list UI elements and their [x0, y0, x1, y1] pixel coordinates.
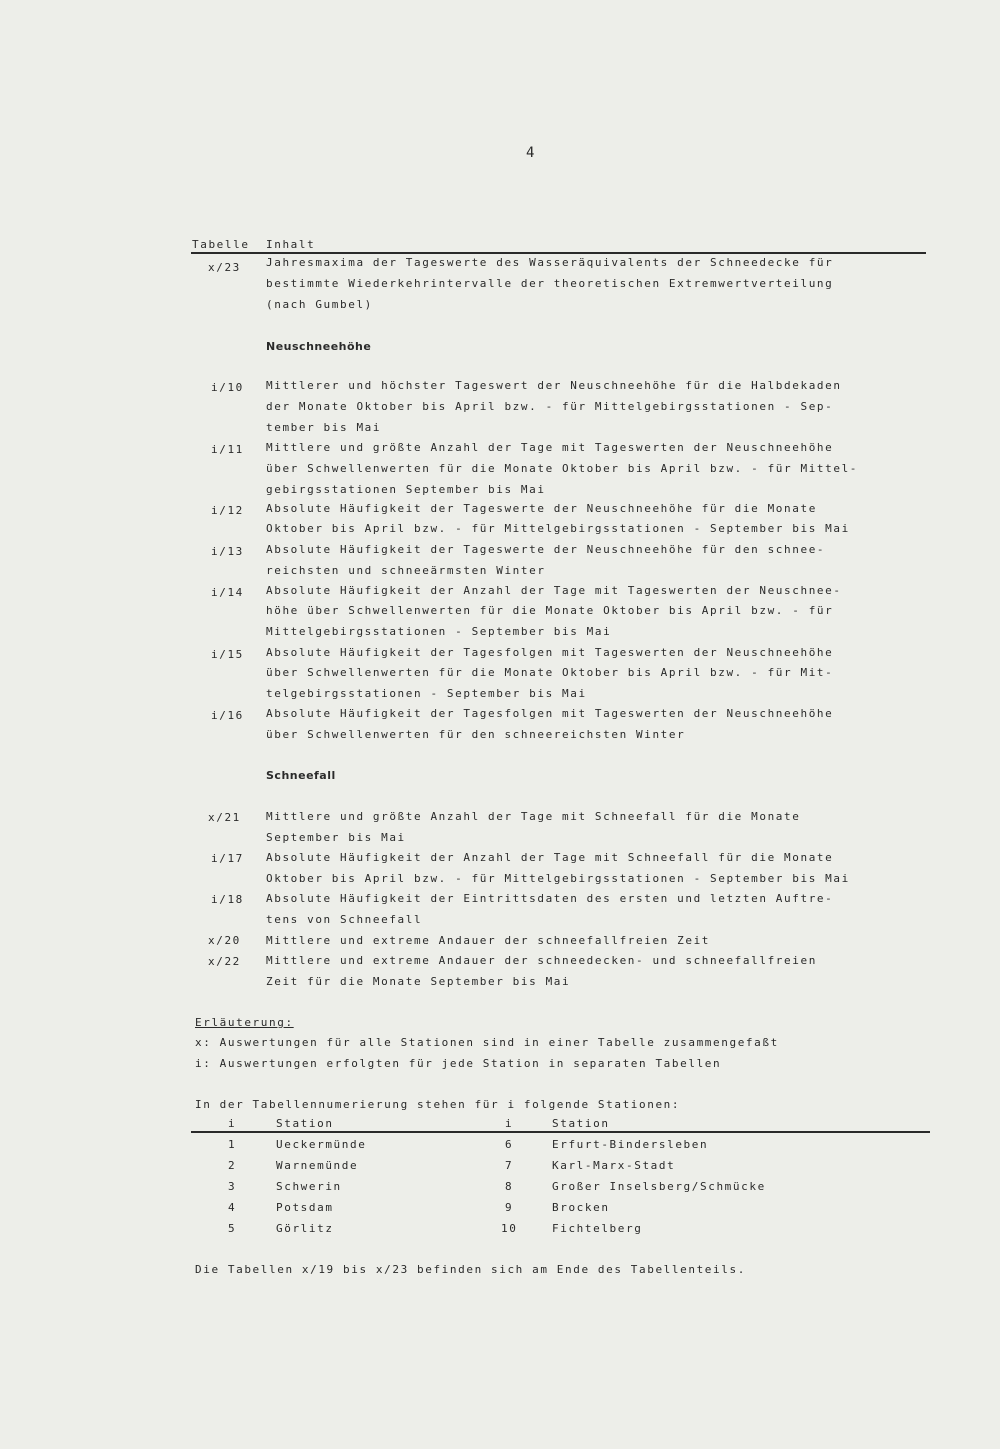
row-text-line: Absolute Häufigkeit der Anzahl der Tage mit Schneefall für die Monate — [266, 851, 834, 864]
stations-header-i: i — [228, 1117, 237, 1130]
station-number: 5 — [228, 1222, 237, 1235]
row-text-line: Oktober bis April bzw. - für Mittelgebirgsstationen - September bis Mai — [266, 522, 850, 535]
row-text-line: über Schwellenwerten für den schneereichsten Winter — [266, 728, 686, 741]
row-id: i/11 — [211, 443, 244, 456]
row-text-line: über Schwellenwerten für die Monate Oktober bis April bzw. - für Mittel- — [266, 462, 859, 475]
row-text-line: höhe über Schwellenwerten für die Monate Oktober bis April bzw. - für — [266, 604, 834, 617]
row-text-line: Absolute Häufigkeit der Eintrittsdaten des ersten und letzten Auftre- — [266, 892, 834, 905]
row-text-line: Mittlere und extreme Andauer der schneefallfreien Zeit — [266, 934, 711, 947]
station-name: Potsdam — [276, 1201, 334, 1214]
row-text-line: Absolute Häufigkeit der Anzahl der Tage mit Tageswerten der Neuschnee- — [266, 584, 842, 597]
station-number: 2 — [228, 1159, 237, 1172]
row-text-line: Mittlere und größte Anzahl der Tage mit Schneefall für die Monate — [266, 810, 801, 823]
station-number: 6 — [505, 1138, 514, 1151]
stations-header-station2: Station — [552, 1117, 610, 1130]
stations-intro: In der Tabellennumerierung stehen für i folgende Stationen: — [195, 1098, 681, 1111]
row-id: x/23 — [208, 261, 241, 274]
station-number: 1 — [228, 1138, 237, 1151]
row-text-line: (nach Gumbel) — [266, 298, 373, 311]
row-id: i/17 — [211, 852, 244, 865]
station-number: 8 — [505, 1180, 514, 1193]
row-text-line: Jahresmaxima der Tageswerte des Wasseräquivalents der Schneedecke für — [266, 256, 834, 269]
station-number: 7 — [505, 1159, 514, 1172]
row-text-line: über Schwellenwerten für die Monate Oktober bis April bzw. - für Mit- — [266, 666, 834, 679]
station-number: 3 — [228, 1180, 237, 1193]
row-text-line: bestimmte Wiederkehrintervalle der theoretischen Extremwertverteilung — [266, 277, 834, 290]
row-text-line: Absolute Häufigkeit der Tagesfolgen mit Tageswerten der Neuschneehöhe — [266, 646, 834, 659]
row-text-line: September bis Mai — [266, 831, 406, 844]
row-text-line: Zeit für die Monate September bis Mai — [266, 975, 571, 988]
row-id: x/20 — [208, 934, 241, 947]
row-id: x/21 — [208, 811, 241, 824]
erlaeuterung-x: x: Auswertungen für alle Stationen sind in einer Tabelle zusammengefaßt — [195, 1036, 779, 1049]
station-number: 4 — [228, 1201, 237, 1214]
station-name: Ueckermünde — [276, 1138, 367, 1151]
station-name: Warnemünde — [276, 1159, 359, 1172]
row-id: i/14 — [211, 586, 244, 599]
row-text-line: Mittlere und größte Anzahl der Tage mit Tageswerten der Neuschneehöhe — [266, 441, 834, 454]
row-id: i/16 — [211, 709, 244, 722]
row-text-line: Absolute Häufigkeit der Tageswerte der Neuschneehöhe für die Monate — [266, 502, 817, 515]
row-text-line: Oktober bis April bzw. - für Mittelgebirgsstationen - September bis Mai — [266, 872, 850, 885]
row-id: i/12 — [211, 504, 244, 517]
stations-header-i2: i — [505, 1117, 514, 1130]
station-name: Schwerin — [276, 1180, 342, 1193]
header-inhalt: Inhalt — [266, 238, 316, 251]
row-text-line: Absolute Häufigkeit der Tagesfolgen mit Tageswerten der Neuschneehöhe — [266, 707, 834, 720]
row-id: i/18 — [211, 893, 244, 906]
section-heading-schneefall: Schneefall — [266, 769, 336, 782]
stations-rule — [191, 1131, 930, 1133]
row-text-line: tember bis Mai — [266, 421, 382, 434]
station-name: Karl-Marx-Stadt — [552, 1159, 676, 1172]
header-tabelle: Tabelle — [192, 238, 250, 251]
row-text-line: gebirgsstationen September bis Mai — [266, 483, 546, 496]
row-id: x/22 — [208, 955, 241, 968]
row-id: i/13 — [211, 545, 244, 558]
row-text-line: reichsten und schneeärmsten Winter — [266, 564, 546, 577]
row-text-line: tens von Schneefall — [266, 913, 423, 926]
section-heading-neuschneehoehe: Neuschneehöhe — [266, 340, 372, 353]
row-text-line: der Monate Oktober bis April bzw. - für Mittelgebirgsstationen - Sep- — [266, 400, 834, 413]
footer-note: Die Tabellen x/19 bis x/23 befinden sich am Ende des Tabellenteils. — [195, 1263, 746, 1276]
erlaeuterung-i: i: Auswertungen erfolgten für jede Station in separaten Tabellen — [195, 1057, 722, 1070]
row-text-line: Mittelgebirgsstationen - September bis Mai — [266, 625, 612, 638]
row-id: i/10 — [211, 381, 244, 394]
station-name: Großer Inselsberg/Schmücke — [552, 1180, 766, 1193]
station-name: Erfurt-Bindersleben — [552, 1138, 709, 1151]
row-text-line: telgebirgsstationen - September bis Mai — [266, 687, 587, 700]
station-name: Görlitz — [276, 1222, 334, 1235]
erlaeuterung-heading: Erläuterung: — [195, 1016, 294, 1029]
stations-header-station: Station — [276, 1117, 334, 1130]
page-number: 4 — [526, 145, 535, 161]
row-id: i/15 — [211, 648, 244, 661]
row-text-line: Absolute Häufigkeit der Tageswerte der Neuschneehöhe für den schnee- — [266, 543, 826, 556]
row-text-line: Mittlere und extreme Andauer der schneedecken- und schneefallfreien — [266, 954, 817, 967]
station-number: 9 — [505, 1201, 514, 1214]
header-rule — [191, 252, 926, 254]
station-number: 10 — [501, 1222, 518, 1235]
row-text-line: Mittlerer und höchster Tageswert der Neuschneehöhe für die Halbdekaden — [266, 379, 842, 392]
station-name: Brocken — [552, 1201, 610, 1214]
station-name: Fichtelberg — [552, 1222, 643, 1235]
